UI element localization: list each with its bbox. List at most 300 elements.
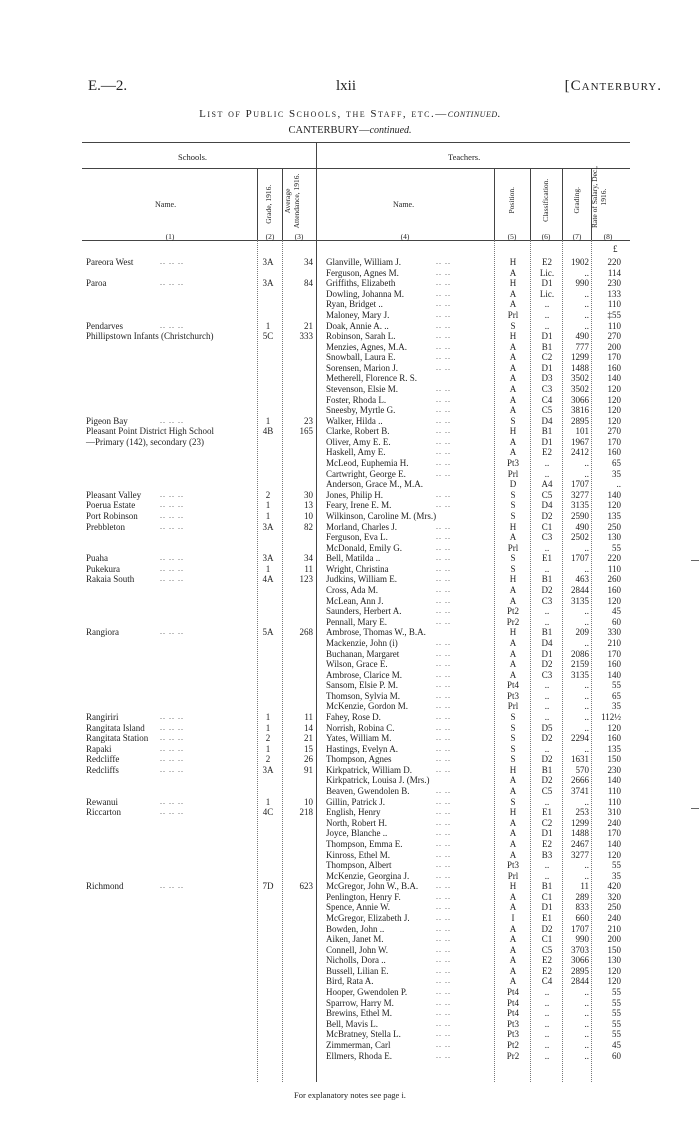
school-grade: 4A <box>262 574 274 585</box>
table-row <box>0 712 700 723</box>
teacher-salary: 133 <box>607 288 621 299</box>
teacher-salary: 210 <box>607 637 621 648</box>
school-name: Pendarves <box>86 320 123 331</box>
table-row <box>0 405 700 416</box>
teacher-classification: C2 <box>541 352 553 363</box>
average-attendance: 84 <box>304 278 313 289</box>
teacher-name: Judkins, William E. <box>326 574 397 585</box>
leader-dots: .. .. <box>436 606 451 616</box>
average-attendance: 23 <box>304 415 313 426</box>
leader-dots: .. .. <box>436 500 451 510</box>
table-row <box>0 331 700 342</box>
teacher-grading: 3502 <box>571 373 589 384</box>
table-row <box>0 564 700 575</box>
school-name: Riccarton <box>86 807 121 818</box>
school-grade: 1 <box>265 743 271 754</box>
teacher-name: Ferguson, Agnes M. <box>326 267 399 278</box>
average-attendance: 21 <box>304 320 313 331</box>
teacher-salary: 230 <box>607 278 621 289</box>
teacher-position: Pt3 <box>506 458 519 468</box>
table-row <box>0 617 700 628</box>
teacher-position: A <box>509 267 517 278</box>
teacher-classification: E2 <box>542 447 552 458</box>
teacher-grading: 990 <box>575 934 589 945</box>
teacher-name: Sparrow, Harry M. <box>326 997 394 1008</box>
teacher-classification: .. <box>544 458 550 468</box>
teacher-classification: .. <box>544 997 550 1008</box>
teacher-name: McKenzie, Gordon M. <box>326 701 408 712</box>
teacher-classification: D2 <box>541 733 553 744</box>
teacher-salary: 55 <box>612 542 621 553</box>
teacher-salary: 240 <box>607 817 621 828</box>
classification-header: Classification. <box>540 178 550 222</box>
region-title: CANTERBURY—continued. <box>288 125 412 136</box>
leader-dots: .. .. <box>436 838 451 848</box>
teacher-position: A <box>509 341 517 352</box>
column-number: (3) <box>294 232 304 241</box>
teacher-position: A <box>509 828 517 839</box>
teacher-classification: C1 <box>541 891 553 902</box>
school-name: Prebbleton <box>86 521 125 532</box>
leader-dots: .. .. <box>436 1050 451 1060</box>
teacher-grading: .. <box>584 288 589 299</box>
teacher-name: Thompson, Agnes <box>326 754 392 765</box>
teacher-classification: .. <box>544 563 550 574</box>
teacher-classification: .. <box>544 860 550 871</box>
teacher-position: A <box>509 637 517 648</box>
average-attendance: 11 <box>304 711 313 722</box>
teacher-salary: 120 <box>607 500 621 511</box>
leader-dots: .. .. <box>436 267 451 277</box>
teacher-salary: 140 <box>607 373 621 384</box>
teacher-position: S <box>510 500 516 511</box>
teacher-grading: 2895 <box>571 415 589 426</box>
table-row <box>0 363 700 374</box>
teacher-grading: 1299 <box>571 352 589 363</box>
teacher-position: S <box>510 415 516 426</box>
average-attendance: 13 <box>304 500 313 511</box>
teacher-classification: .. <box>544 690 550 701</box>
leader-dots: .. .. <box>436 743 451 753</box>
teacher-salary: 200 <box>607 341 621 352</box>
teacher-salary: 240 <box>607 913 621 923</box>
average-attendance: 30 <box>304 489 313 500</box>
teacher-position: Pt2 <box>506 606 519 617</box>
teacher-position: A <box>509 944 517 955</box>
column-number: (4) <box>400 232 410 241</box>
leader-dots: .. .. <box>436 458 451 467</box>
school-name: Rapaki <box>86 743 112 754</box>
table-row <box>0 797 700 808</box>
school-grade: 1 <box>265 320 271 331</box>
teacher-grading: 1488 <box>571 828 589 839</box>
teacher-name: Menzies, Agnes, M.A. <box>326 341 407 352</box>
teacher-grading: 3066 <box>571 955 589 966</box>
teacher-grading: 1707 <box>571 479 589 490</box>
teacher-name: Saunders, Herbert A. <box>326 606 402 617</box>
table-row <box>0 596 700 607</box>
school-grade: 3A <box>262 521 274 532</box>
table-row <box>0 395 700 406</box>
teacher-position: A <box>509 585 517 595</box>
leader-dots: .. .. .. <box>160 807 184 817</box>
teacher-salary: 60 <box>612 616 621 627</box>
teacher-name: Griffiths, Elizabeth <box>326 278 396 289</box>
table-row <box>0 299 700 310</box>
leader-dots: .. .. <box>436 680 451 690</box>
footnote: For explanatory notes see page i. <box>294 1090 406 1100</box>
teacher-grading: 3277 <box>571 489 589 500</box>
teacher-position: A <box>509 384 517 394</box>
teacher-salary: 45 <box>612 1039 621 1050</box>
teacher-salary: 120 <box>607 384 621 394</box>
teacher-grading: .. <box>584 711 589 722</box>
teacher-classification: C2 <box>541 817 553 828</box>
teacher-position: Pr2 <box>506 616 520 627</box>
leader-dots: .. .. <box>436 426 451 436</box>
table-row <box>0 352 700 363</box>
teacher-classification: D1 <box>541 902 553 913</box>
table-row <box>0 775 700 786</box>
teacher-salary: 35 <box>612 468 621 479</box>
table-row <box>0 447 700 458</box>
teacher-classification: .. <box>544 711 550 722</box>
teacher-position: A <box>509 838 517 849</box>
leader-dots: .. .. <box>436 955 451 965</box>
teacher-salary: 170 <box>607 648 621 659</box>
table-row <box>0 384 700 395</box>
school-grade: 1 <box>265 722 271 733</box>
teacher-classification: D1 <box>541 362 553 373</box>
teacher-grading: 2412 <box>571 447 589 458</box>
teacher-name: McGregor, Elizabeth J. <box>326 913 410 923</box>
teacher-name: Connell, John W. <box>326 944 389 955</box>
table-row <box>0 574 700 585</box>
teacher-position: A <box>509 669 517 680</box>
teacher-name: Thompson, Emma E. <box>326 838 403 849</box>
teacher-salary: 135 <box>607 743 621 754</box>
teacher-classification: D1 <box>541 828 553 839</box>
teacher-salary: 55 <box>612 1018 621 1029</box>
teacher-name: Mackenzie, John (i) <box>326 637 398 648</box>
leader-dots: .. .. <box>436 997 451 1007</box>
teacher-classification: .. <box>544 468 550 479</box>
average-attendance: 26 <box>304 754 313 765</box>
attendance-header: Average Attendance, 1916. <box>283 173 301 229</box>
table-row <box>0 437 700 448</box>
teacher-salary: 160 <box>607 447 621 458</box>
teacher-name: Nicholls, Dora .. <box>326 955 386 966</box>
teacher-grading: 3135 <box>571 669 589 680</box>
teacher-grading: .. <box>584 701 589 712</box>
school-grade: 3A <box>262 764 274 775</box>
teacher-grading: .. <box>584 997 589 1008</box>
teacher-name: Anderson, Grace M., M.A. <box>326 479 423 490</box>
teacher-name: Hastings, Evelyn A. <box>326 743 398 754</box>
leader-dots: .. .. <box>436 352 451 362</box>
leader-dots: .. .. <box>436 553 451 563</box>
teacher-classification: .. <box>544 616 550 627</box>
school-name: —Primary (142), secondary (23) <box>86 436 204 447</box>
teacher-position: H <box>509 807 517 818</box>
teacher-classification: B3 <box>541 849 553 860</box>
school-name: Port Robinson <box>86 510 138 521</box>
school-name: Poerua Estate <box>86 500 136 511</box>
leader-dots: .. .. <box>436 309 451 319</box>
column-number: (6) <box>541 232 551 241</box>
leader-dots: .. .. <box>436 987 451 996</box>
leader-dots: .. .. <box>436 923 451 933</box>
leader-dots: .. .. <box>436 489 451 499</box>
teacher-position: H <box>509 881 517 892</box>
teacher-grading: 463 <box>575 574 589 585</box>
teacher-position: H <box>509 278 517 289</box>
teacher-classification: .. <box>544 680 550 691</box>
school-grade: 4C <box>262 807 274 818</box>
leader-dots: .. .. <box>436 1008 451 1018</box>
leader-dots: .. .. <box>436 891 451 901</box>
teacher-name: McBratney, Stella L. <box>326 1029 401 1040</box>
teacher-position: Pt3 <box>506 1018 519 1029</box>
teacher-classification: B1 <box>541 627 553 638</box>
teacher-position: A <box>509 965 517 976</box>
leader-dots: .. .. <box>436 828 451 838</box>
column-number: (7) <box>572 232 582 241</box>
table-row <box>0 278 700 289</box>
teacher-position: A <box>509 934 517 945</box>
table-row <box>0 860 700 871</box>
teacher-grading: .. <box>584 860 589 871</box>
teacher-salary: 130 <box>607 532 621 543</box>
teacher-name: Brewins, Ethel M. <box>326 1008 392 1019</box>
table-row <box>0 691 700 702</box>
teacher-salary: 55 <box>612 860 621 871</box>
leader-dots: .. .. .. <box>160 553 184 563</box>
teacher-classification: .. <box>544 542 550 553</box>
teacher-position: S <box>510 754 516 765</box>
teacher-position: S <box>510 553 516 564</box>
teacher-salary: 160 <box>607 733 621 744</box>
table-row <box>0 321 700 332</box>
leader-dots: .. .. <box>436 394 451 404</box>
table-row <box>0 945 700 956</box>
teacher-grading: .. <box>584 320 589 331</box>
teacher-classification: .. <box>544 701 550 712</box>
leader-dots: .. .. <box>436 965 451 975</box>
teacher-position: Pt4 <box>506 987 519 997</box>
teacher-name: Morland, Charles J. <box>326 521 397 532</box>
teacher-classification: D1 <box>541 331 553 342</box>
table-row <box>0 701 700 712</box>
teacher-name: Buchanan, Margaret <box>326 648 400 659</box>
teacher-name: Wilson, Grace E. <box>326 659 388 669</box>
teacher-name: Norrish, Robina C. <box>326 722 395 733</box>
teacher-name: Glanville, William J. <box>326 257 401 267</box>
teacher-classification: D3 <box>541 373 553 384</box>
teacher-classification: .. <box>544 309 550 320</box>
teacher-grading: .. <box>584 468 589 479</box>
teacher-position: H <box>509 257 517 267</box>
leader-dots: .. .. <box>436 257 451 266</box>
leader-dots: .. .. <box>436 563 451 573</box>
average-attendance: 21 <box>304 733 313 744</box>
teacher-position: Pt4 <box>506 997 519 1008</box>
teacher-salary: 110 <box>607 796 621 807</box>
teacher-salary: 55 <box>612 997 621 1008</box>
leader-dots: .. .. .. <box>160 711 184 721</box>
teacher-salary: 170 <box>607 352 621 363</box>
teacher-classification: B1 <box>541 881 553 892</box>
leader-dots: .. .. <box>436 288 451 298</box>
teacher-classification: D2 <box>541 754 553 765</box>
average-attendance: 34 <box>304 257 313 267</box>
teacher-classification: C3 <box>541 384 553 394</box>
teacher-salary: 210 <box>607 923 621 934</box>
teacher-classification: D2 <box>541 585 553 595</box>
table-row <box>0 723 700 734</box>
leader-dots: .. .. <box>436 934 451 944</box>
teacher-position: A <box>509 299 517 310</box>
teacher-grading: 490 <box>575 521 589 532</box>
teacher-name: Doak, Annie A. .. <box>326 320 389 331</box>
school-grade: 1 <box>265 711 271 722</box>
table-row <box>0 818 700 829</box>
teacher-salary: 150 <box>607 754 621 765</box>
teacher-salary: 140 <box>607 489 621 500</box>
teacher-position: Pr2 <box>506 1050 520 1061</box>
teacher-classification: .. <box>544 320 550 331</box>
teacher-position: S <box>510 489 516 500</box>
leader-dots: .. .. <box>436 796 451 806</box>
teacher-classification: B1 <box>541 341 553 352</box>
teacher-salary: 114 <box>607 267 621 278</box>
teacher-position: A <box>509 394 517 405</box>
teacher-grading: .. <box>584 680 589 691</box>
teacher-name: Cartwright, George E. <box>326 468 406 479</box>
table-row <box>0 522 700 533</box>
teacher-grading: 3816 <box>571 405 589 416</box>
teacher-classification: .. <box>544 299 550 310</box>
teacher-classification: E1 <box>542 553 552 564</box>
leader-dots: .. .. <box>436 415 451 425</box>
grade-header: Grade, 1916. <box>263 184 273 224</box>
teacher-classification: .. <box>544 743 550 754</box>
teacher-position: Pt3 <box>506 690 519 701</box>
school-grade: 2 <box>265 754 271 765</box>
teacher-salary: ‡55 <box>607 309 621 320</box>
teacher-position: I <box>511 913 515 923</box>
teacher-classification: Lic. <box>539 267 555 278</box>
teacher-position: Prl <box>507 701 519 712</box>
teacher-salary: 140 <box>607 775 621 786</box>
leader-dots: .. .. <box>436 362 451 372</box>
teacher-salary: 140 <box>607 838 621 849</box>
leader-dots: .. .. <box>436 711 451 721</box>
table-row <box>0 373 700 384</box>
teacher-name: Hooper, Gwendolen P. <box>326 987 408 997</box>
school-grade: 5C <box>262 331 274 342</box>
leader-dots: .. .. <box>436 786 451 795</box>
teacher-name: Kirkpatrick, William D. <box>326 764 412 775</box>
teacher-grading: 1631 <box>571 754 589 765</box>
teacher-position: A <box>509 532 517 543</box>
school-name: Richmond <box>86 881 124 892</box>
teacher-classification: .. <box>544 606 550 617</box>
teacher-classification: C5 <box>541 405 553 416</box>
column-number: (2) <box>265 232 275 241</box>
teacher-grading: 101 <box>575 426 589 437</box>
leader-dots: .. .. .. <box>160 563 184 573</box>
teacher-classification: .. <box>544 1008 550 1019</box>
teacher-salary: 140 <box>607 669 621 680</box>
teacher-position: A <box>509 362 517 373</box>
teacher-name: Pennall, Mary E. <box>326 616 387 627</box>
teacher-classification: C1 <box>541 934 553 945</box>
teacher-position: S <box>510 796 516 807</box>
teacher-classification: D4 <box>541 500 553 511</box>
teacher-name: Bell, Mavis L. <box>326 1018 378 1029</box>
table-row <box>0 1051 700 1062</box>
school-grade: 1 <box>265 563 271 574</box>
leader-dots: .. .. <box>436 574 451 584</box>
leader-dots: .. .. <box>436 341 451 351</box>
teacher-position: A <box>509 817 517 828</box>
teacher-classification: .. <box>544 1018 550 1029</box>
leader-dots: .. .. .. <box>160 320 184 330</box>
teacher-name: Beaven, Gwendolen B. <box>326 786 410 796</box>
school-grade: 2 <box>265 489 271 500</box>
average-attendance: 623 <box>299 881 313 892</box>
school-name: Pleasant Point District High School <box>86 426 214 437</box>
teacher-name: Stevenson, Elsie M. <box>326 384 398 394</box>
leader-dots: .. .. .. <box>160 754 184 764</box>
table-row <box>0 310 700 321</box>
table-row <box>0 342 700 353</box>
school-grade: 2 <box>265 733 271 744</box>
teacher-position: D <box>509 479 517 490</box>
teacher-name: Bussell, Lilian E. <box>326 965 389 976</box>
leader-dots: .. .. <box>436 690 451 700</box>
teacher-name: English, Henry <box>326 807 381 818</box>
average-attendance: 10 <box>304 796 313 807</box>
table-row <box>0 659 700 670</box>
teacher-name: Jones, Philip H. <box>326 489 384 500</box>
teacher-grading: 1967 <box>571 436 589 447</box>
teacher-salary: 230 <box>607 764 621 775</box>
teacher-grading: 209 <box>575 627 589 638</box>
leader-dots: .. .. <box>436 870 451 880</box>
page-code: E.—2. <box>88 78 128 94</box>
teacher-grading: 2159 <box>571 659 589 669</box>
teacher-name: Foster, Rhoda L. <box>326 394 387 405</box>
table-row <box>0 490 700 501</box>
teacher-salary: 120 <box>607 722 621 733</box>
teacher-salary: 160 <box>607 362 621 373</box>
leader-dots: .. .. <box>436 860 451 870</box>
table-row <box>0 871 700 882</box>
page-title: List of Public Schools, the Staff, etc.—continued. <box>199 108 501 120</box>
leader-dots: .. .. .. <box>160 278 184 288</box>
teacher-name: McKenzie, Georgina J. <box>326 870 410 881</box>
teacher-grading: .. <box>584 1029 589 1040</box>
teacher-position: S <box>510 733 516 744</box>
teacher-salary: 260 <box>607 574 621 585</box>
teacher-classification: C4 <box>541 394 553 405</box>
table-row <box>0 553 700 564</box>
teacher-grading: .. <box>584 870 589 881</box>
teacher-classification: E2 <box>542 965 552 976</box>
teacher-name: Wilkinson, Caroline M. (Mrs.) <box>326 510 437 521</box>
